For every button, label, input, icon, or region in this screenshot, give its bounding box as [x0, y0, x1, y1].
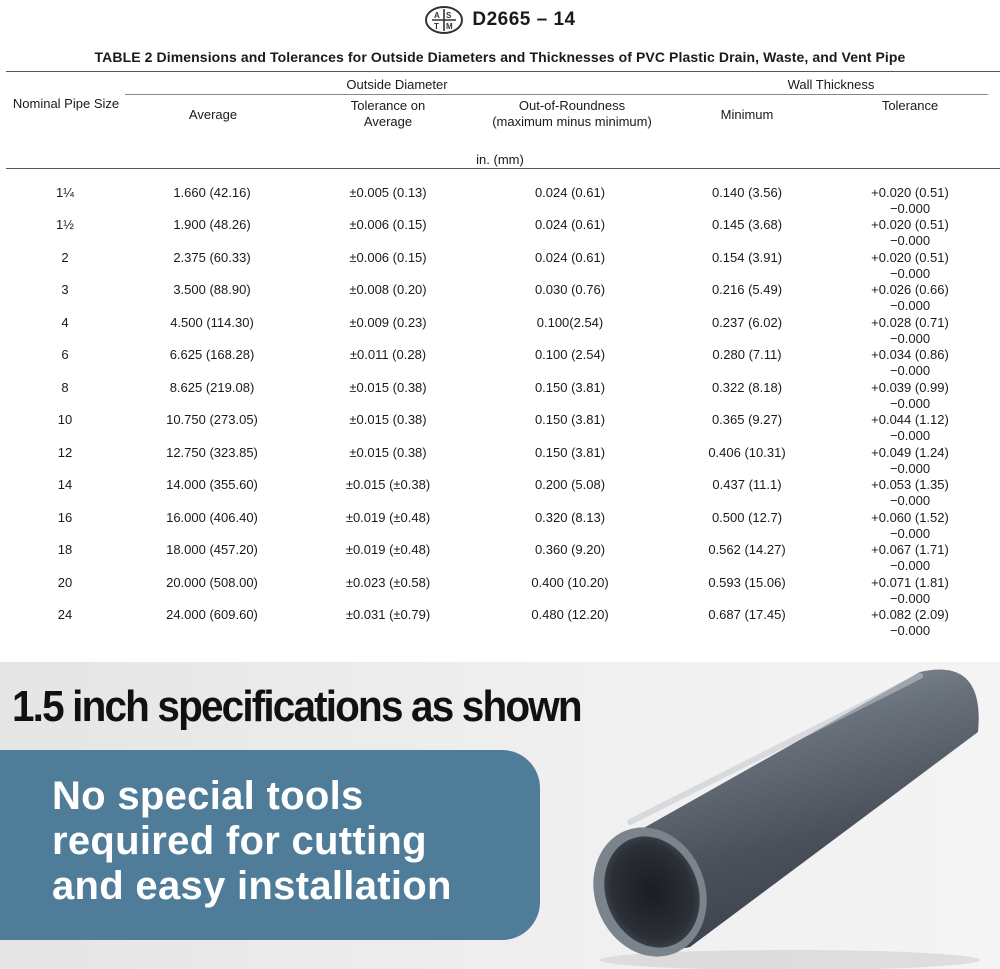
wall-tolerance-plus: +0.020 (0.51): [871, 250, 949, 265]
document-header: [0, 4, 1000, 36]
promo-banner: [0, 662, 1000, 969]
cell-nominal-size: 14: [57, 477, 73, 492]
cell-minimum: 0.154 (3.91): [711, 250, 783, 265]
cell-wall-tolerance: [850, 477, 970, 509]
feature-line-3: and easy installation: [52, 864, 452, 908]
wall-tolerance-minus: −0.000: [889, 428, 931, 443]
col-header-oor-line-1: Out-of-Roundness: [518, 98, 626, 113]
cell-tolerance-on-average: ±0.023 (±0.58): [345, 575, 431, 590]
pvc-pipe-image: [590, 662, 1000, 969]
cell-average: 8.625 (219.08): [169, 380, 255, 395]
cell-out-of-roundness: 0.480 (12.20): [531, 607, 609, 622]
svg-text:T: T: [434, 22, 440, 31]
col-header-tolerance-on-average: [318, 98, 458, 130]
cell-out-of-roundness: 0.100 (2.54): [534, 347, 606, 362]
cell-minimum: 0.216 (5.49): [711, 282, 783, 297]
units-label: in. (mm): [476, 152, 524, 167]
cell-minimum: 0.365 (9.27): [711, 412, 783, 427]
cell-nominal-size: 16: [57, 510, 73, 525]
wall-tolerance-plus: +0.039 (0.99): [871, 380, 949, 395]
wall-tolerance-minus: −0.000: [889, 331, 931, 346]
cell-nominal-size: 1½: [55, 217, 75, 232]
table-row: [0, 477, 1000, 509]
cell-minimum: 0.237 (6.02): [711, 315, 783, 330]
cell-minimum: 0.500 (12.7): [711, 510, 783, 525]
feature-callout-box: [0, 750, 540, 940]
cell-wall-tolerance: [850, 185, 970, 217]
wall-tolerance-minus: −0.000: [889, 461, 931, 476]
cell-tolerance-on-average: ±0.015 (0.38): [349, 445, 427, 460]
cell-minimum: 0.562 (14.27): [708, 542, 786, 557]
cell-wall-tolerance: [850, 412, 970, 444]
table-row: [0, 510, 1000, 542]
col-header-out-of-roundness: [470, 98, 674, 130]
wall-tolerance-plus: +0.044 (1.12): [871, 412, 949, 427]
cell-tolerance-on-average: ±0.019 (±0.48): [345, 510, 431, 525]
col-header-tolerance-line-1: Tolerance on: [350, 98, 426, 113]
col-header-minimum: Minimum: [720, 107, 774, 122]
wall-tolerance-minus: −0.000: [889, 526, 931, 541]
cell-wall-tolerance: [850, 282, 970, 314]
wall-tolerance-minus: −0.000: [889, 201, 931, 216]
table-row: [0, 607, 1000, 639]
cell-nominal-size: 3: [61, 282, 69, 297]
cell-nominal-size: 10: [57, 412, 73, 427]
cell-nominal-size: 20: [57, 575, 73, 590]
cell-wall-tolerance: [850, 347, 970, 379]
cell-average: 1.900 (48.26): [173, 217, 251, 232]
cell-tolerance-on-average: ±0.015 (±0.38): [345, 477, 431, 492]
cell-tolerance-on-average: ±0.019 (±0.48): [345, 542, 431, 557]
cell-average: 16.000 (406.40): [166, 510, 258, 525]
table-row: [0, 542, 1000, 574]
cell-out-of-roundness: 0.024 (0.61): [534, 250, 606, 265]
group-header-outside-diameter: Outside Diameter: [346, 77, 448, 92]
wall-tolerance-plus: +0.028 (0.71): [871, 315, 949, 330]
cell-tolerance-on-average: ±0.031 (±0.79): [345, 607, 431, 622]
cell-tolerance-on-average: ±0.015 (0.38): [349, 412, 427, 427]
cell-nominal-size: 24: [57, 607, 73, 622]
cell-average: 24.000 (609.60): [166, 607, 258, 622]
cell-tolerance-on-average: ±0.006 (0.15): [349, 217, 427, 232]
cell-out-of-roundness: 0.030 (0.76): [534, 282, 606, 297]
cell-average: 12.750 (323.85): [166, 445, 258, 460]
wall-tolerance-plus: +0.053 (1.35): [871, 477, 949, 492]
group-header-wall-thickness: Wall Thickness: [787, 77, 875, 92]
cell-out-of-roundness: 0.024 (0.61): [534, 185, 606, 200]
col-header-oor-line-2: (maximum minus minimum): [492, 114, 652, 129]
cell-average: 14.000 (355.60): [166, 477, 258, 492]
astm-logo-icon: [424, 5, 464, 35]
standard-number: D2665 – 14: [472, 9, 576, 30]
cell-tolerance-on-average: ±0.009 (0.23): [349, 315, 427, 330]
cell-wall-tolerance: [850, 315, 970, 347]
wall-tolerance-plus: +0.049 (1.24): [871, 445, 949, 460]
wall-tolerance-plus: +0.067 (1.71): [871, 542, 949, 557]
cell-average: 3.500 (88.90): [173, 282, 251, 297]
feature-callout-text: [52, 774, 452, 909]
wall-tolerance-plus: +0.082 (2.09): [871, 607, 949, 622]
table-row: [0, 217, 1000, 249]
cell-out-of-roundness: 0.320 (8.13): [534, 510, 606, 525]
table-row: [0, 250, 1000, 282]
table-row: [0, 185, 1000, 217]
cell-minimum: 0.280 (7.11): [712, 347, 782, 362]
cell-wall-tolerance: [850, 542, 970, 574]
table-top-rule: [6, 71, 1000, 72]
cell-out-of-roundness: 0.150 (3.81): [534, 445, 606, 460]
cell-out-of-roundness: 0.400 (10.20): [531, 575, 609, 590]
wall-tolerance-minus: −0.000: [889, 493, 931, 508]
cell-average: 1.660 (42.16): [173, 185, 251, 200]
cell-tolerance-on-average: ±0.011 (0.28): [349, 347, 427, 362]
cell-nominal-size: 12: [57, 445, 73, 460]
cell-wall-tolerance: [850, 250, 970, 282]
wall-tolerance-plus: +0.071 (1.81): [871, 575, 949, 590]
cell-tolerance-on-average: ±0.008 (0.20): [349, 282, 427, 297]
table-row: [0, 282, 1000, 314]
cell-tolerance-on-average: ±0.015 (0.38): [349, 380, 427, 395]
cell-average: 10.750 (273.05): [166, 412, 258, 427]
cell-tolerance-on-average: ±0.005 (0.13): [349, 185, 427, 200]
table-header-bottom-rule: [6, 168, 1000, 169]
cell-minimum: 0.406 (10.31): [708, 445, 786, 460]
wall-tolerance-plus: +0.026 (0.66): [871, 282, 949, 297]
wall-tolerance-plus: +0.020 (0.51): [871, 217, 949, 232]
cell-minimum: 0.140 (3.56): [711, 185, 783, 200]
cell-wall-tolerance: [850, 380, 970, 412]
cell-average: 2.375 (60.33): [173, 250, 251, 265]
wall-tolerance-minus: −0.000: [889, 623, 931, 638]
cell-out-of-roundness: 0.024 (0.61): [534, 217, 606, 232]
cell-average: 18.000 (457.20): [166, 542, 258, 557]
cell-wall-tolerance: [850, 575, 970, 607]
svg-text:A: A: [434, 11, 441, 20]
cell-minimum: 0.687 (17.45): [708, 607, 786, 622]
cell-nominal-size: 4: [61, 315, 69, 330]
table-row: [0, 315, 1000, 347]
wall-tolerance-plus: +0.034 (0.86): [871, 347, 949, 362]
cell-out-of-roundness: 0.200 (5.08): [534, 477, 606, 492]
table-row: [0, 380, 1000, 412]
wall-tolerance-minus: −0.000: [889, 558, 931, 573]
svg-text:S: S: [446, 11, 452, 20]
cell-tolerance-on-average: ±0.006 (0.15): [349, 250, 427, 265]
feature-line-2: required for cutting: [52, 819, 427, 863]
wall-tolerance-minus: −0.000: [889, 396, 931, 411]
wall-tolerance-plus: +0.060 (1.52): [871, 510, 949, 525]
cell-nominal-size: 8: [61, 380, 69, 395]
cell-out-of-roundness: 0.360 (9.20): [534, 542, 606, 557]
table-row: [0, 347, 1000, 379]
cell-out-of-roundness: 0.100(2.54): [536, 315, 604, 330]
cell-minimum: 0.322 (8.18): [711, 380, 783, 395]
col-header-tolerance: Tolerance: [881, 98, 939, 113]
cell-minimum: 0.437 (11.1): [712, 477, 782, 492]
cell-out-of-roundness: 0.150 (3.81): [534, 412, 606, 427]
wall-tolerance-minus: −0.000: [889, 266, 931, 281]
wall-tolerance-minus: −0.000: [889, 591, 931, 606]
wall-tolerance-minus: −0.000: [889, 233, 931, 248]
table-title: TABLE 2 Dimensions and Tolerances for Outside Diameters and Thicknesses of PVC Plastic Drain, Waste, and Vent Pipe: [94, 49, 906, 65]
wall-tolerance-minus: −0.000: [889, 363, 931, 378]
cell-average: 4.500 (114.30): [170, 315, 254, 330]
cell-wall-tolerance: [850, 607, 970, 639]
cell-average: 20.000 (508.00): [166, 575, 258, 590]
wall-tolerance-minus: −0.000: [889, 298, 931, 313]
table-row: [0, 412, 1000, 444]
promo-headline: 1.5 inch specifications as shown: [12, 682, 581, 731]
feature-line-1: No special tools: [52, 774, 364, 818]
group-header-rule: [125, 94, 988, 95]
wall-tolerance-plus: +0.020 (0.51): [871, 185, 949, 200]
cell-wall-tolerance: [850, 217, 970, 249]
cell-average: 6.625 (168.28): [169, 347, 255, 362]
table-row: [0, 445, 1000, 477]
cell-minimum: 0.593 (15.06): [708, 575, 786, 590]
cell-nominal-size: 18: [57, 542, 73, 557]
cell-nominal-size: 1¼: [55, 185, 75, 200]
svg-text:M: M: [446, 22, 454, 31]
cell-nominal-size: 6: [61, 347, 69, 362]
cell-nominal-size: 2: [61, 250, 69, 265]
col-header-nominal-size: Nominal Pipe Size: [12, 96, 120, 111]
col-header-average: Average: [188, 107, 238, 122]
cell-minimum: 0.145 (3.68): [711, 217, 783, 232]
table-row: [0, 575, 1000, 607]
cell-out-of-roundness: 0.150 (3.81): [534, 380, 606, 395]
cell-wall-tolerance: [850, 510, 970, 542]
col-header-tolerance-line-2: Average: [363, 114, 413, 129]
cell-wall-tolerance: [850, 445, 970, 477]
